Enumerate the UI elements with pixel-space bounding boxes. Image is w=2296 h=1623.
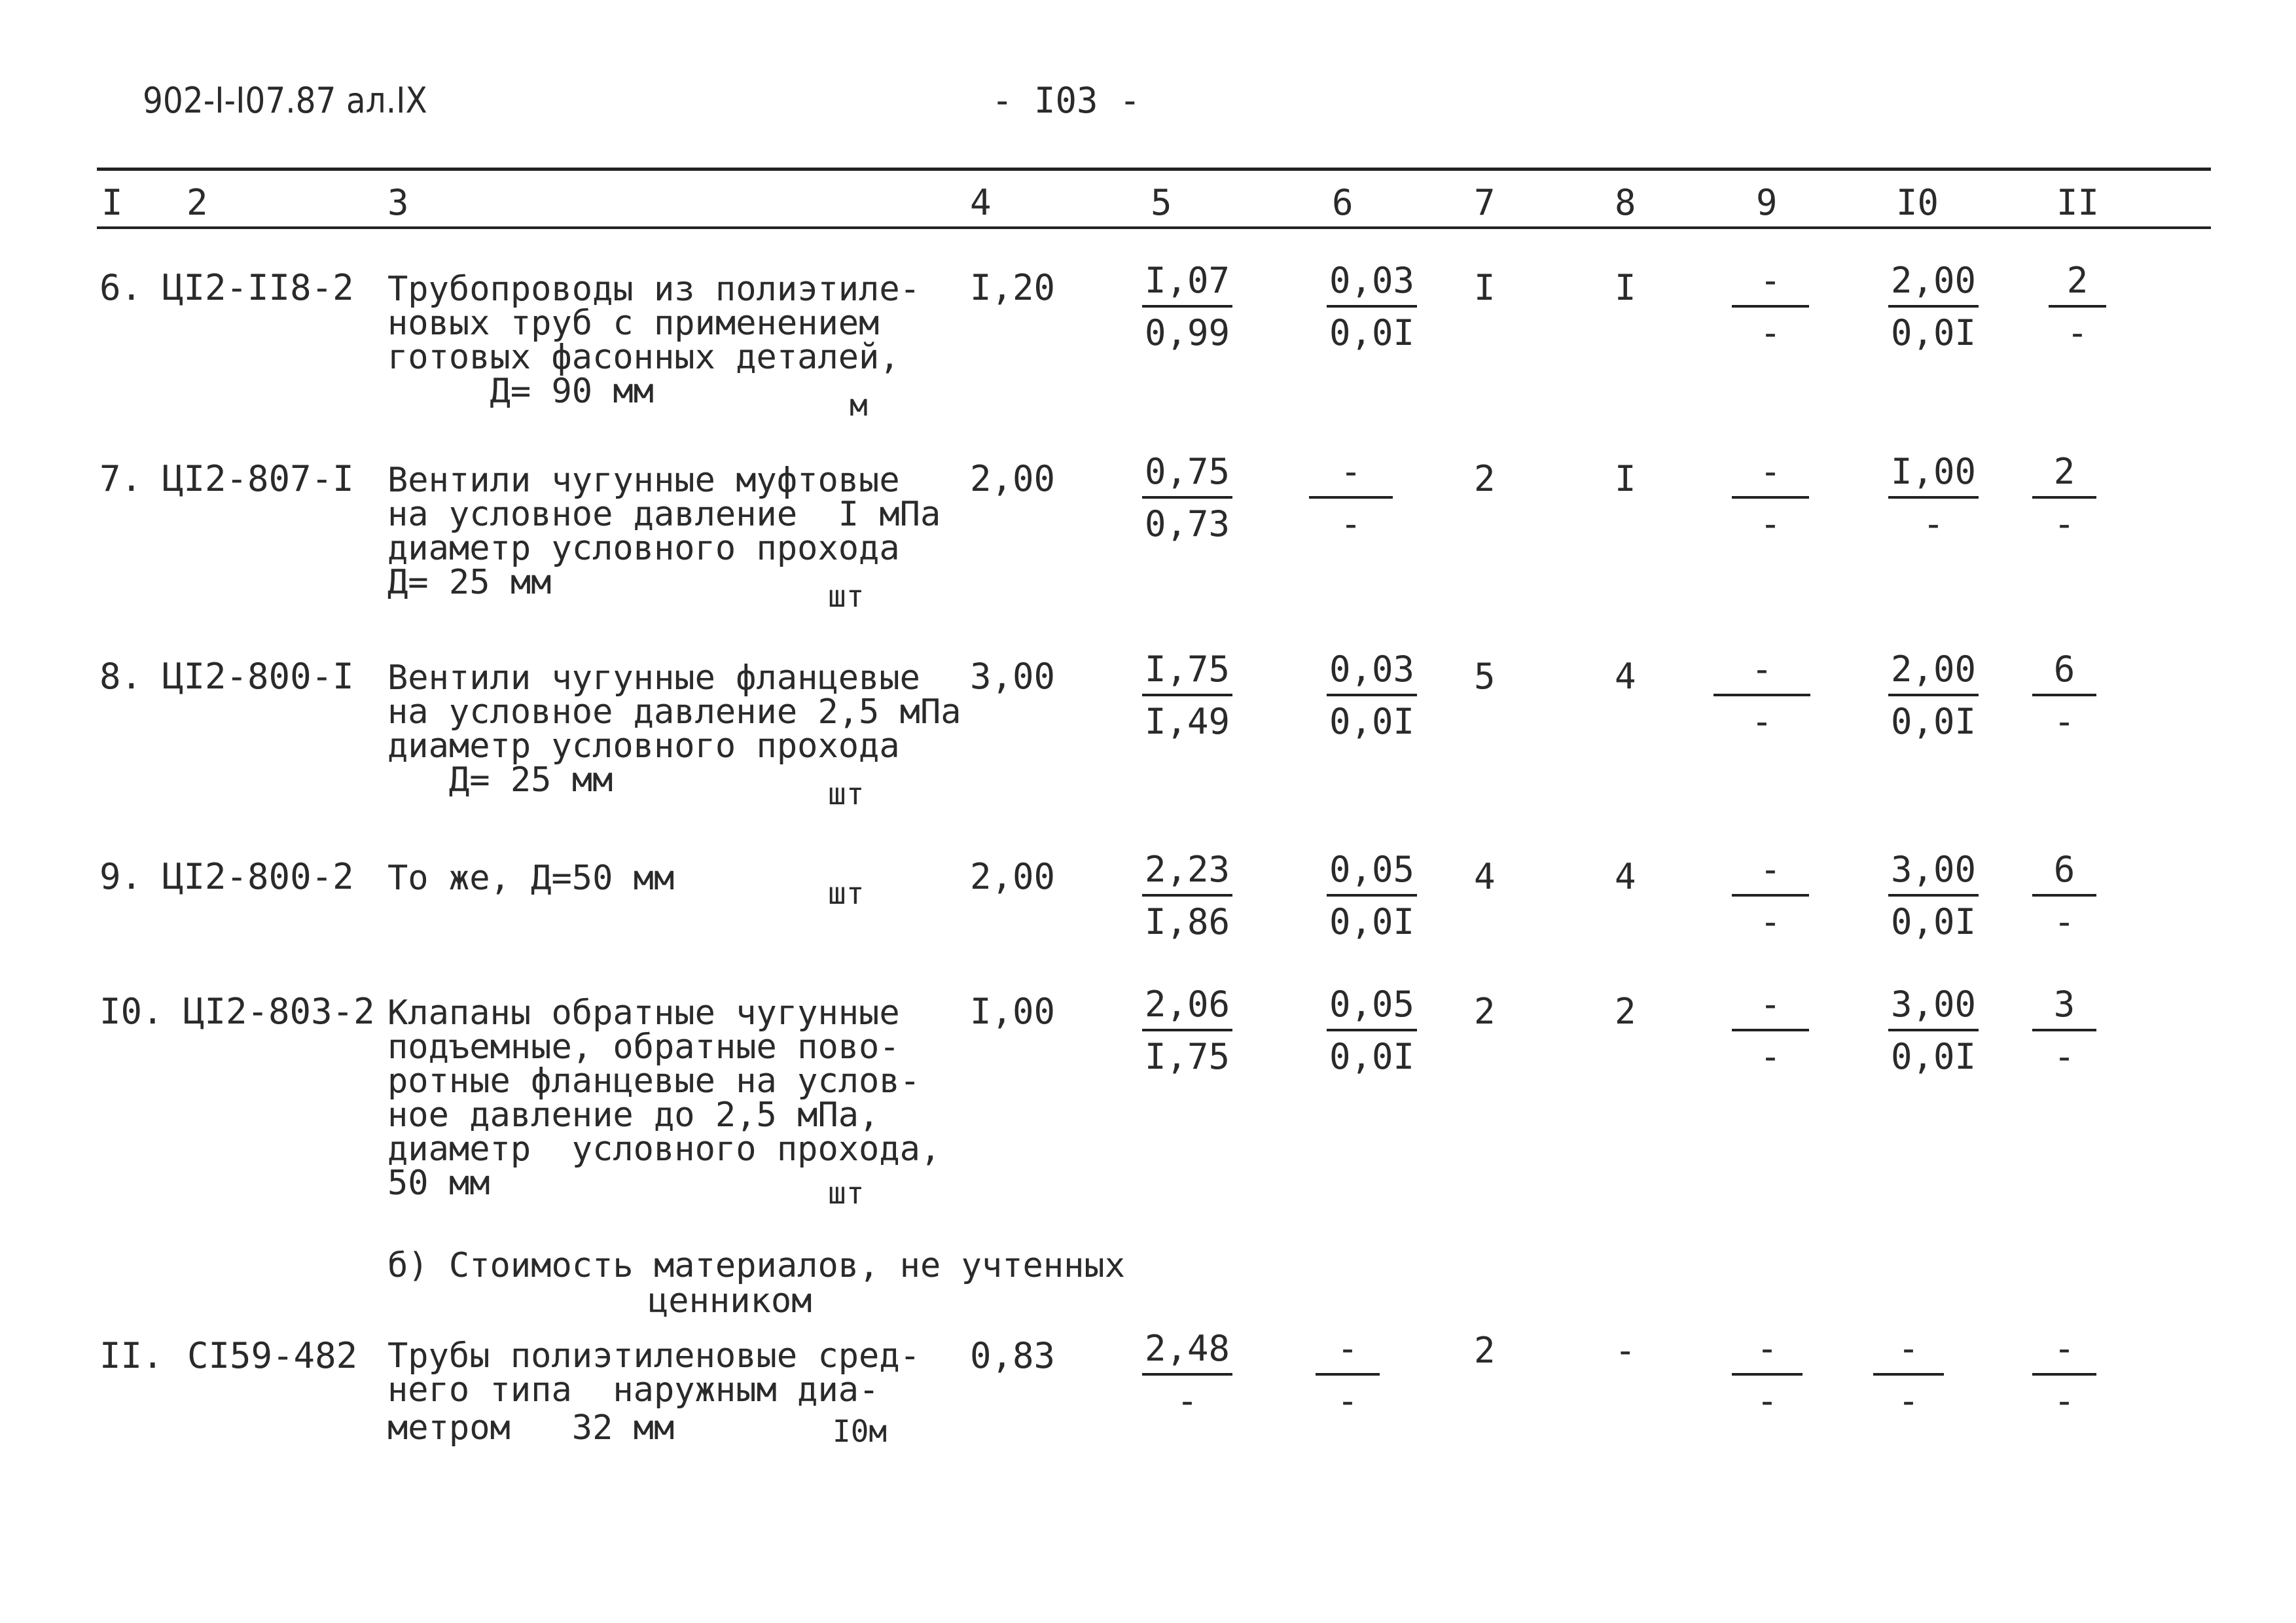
row-description: Вентили чугунные муфтовые на условное давление I мПа диаметр условного прохода Д= 25 мм [387,461,941,602]
row-col5: $\frac{2,23}{I,86}$ [1142,849,1232,942]
row-col10: - - [1873,1329,1944,1421]
row-col5: $\frac{0,75}{0,73}$ [1142,452,1232,544]
row-unit: I0м [833,1414,888,1449]
row-col8: - [1615,1330,1636,1371]
row-col7: 5 [1474,656,1496,697]
row-description: Трубопроводы из полиэтиле- новых труб с применением готовых фасонных деталей, Д= 90 мм [387,270,920,411]
column-header-8: 8 [1615,182,1636,223]
row-col11: - - [2032,1329,2096,1421]
row-unit: м [850,387,868,423]
row-col4: 0,83 [970,1335,1056,1376]
table-top-rule [97,168,2211,171]
column-header-5: 5 [1151,182,1172,223]
row-col5: 2,48 - [1142,1329,1232,1421]
column-header-6: 6 [1332,182,1354,223]
row-description: Трубы полиэтиленовые сред- него типа наружным диа- метром 32 мм [387,1336,920,1448]
row-col9: - - [1732,260,1809,353]
row-code: ЦI2-II8-2 [162,267,354,308]
row-col5: $\frac{I,07}{0,99}$ [1142,260,1232,353]
row-col7: 2 [1474,991,1496,1032]
row-col9: - - [1732,849,1809,942]
row-col4: 2,00 [970,856,1056,897]
row-col10: $\frac{3,00}{0,0I}$ [1888,849,1979,942]
row-unit: шт [828,1175,865,1211]
row-col5: $\frac{I,75}{I,49}$ [1142,649,1232,742]
column-header-10: I0 [1896,182,1939,223]
section-heading: б) Стоимость материалов, не учтенных [387,1246,1126,1285]
row-number: 9. [99,856,143,897]
row-col11: 6 - [2032,849,2096,942]
row-col5: $\frac{2,06}{I,75}$ [1142,984,1232,1077]
row-number: 8. [99,656,143,697]
row-col6: $\frac{0,05}{0,0I}$ [1327,984,1417,1077]
column-header-3: 3 [387,182,409,223]
row-description: То же, Д=50 мм [387,859,675,898]
row-col8: 4 [1615,656,1636,697]
column-header-9: 9 [1756,182,1778,223]
row-col8: I [1615,458,1636,499]
column-header-2: 2 [187,182,208,223]
row-col4: I,20 [970,267,1056,308]
row-col8: 2 [1615,991,1636,1032]
row-col9: - - [1732,1329,1803,1421]
document-code: 902-I-I07.87 ал.IX [143,80,427,121]
row-code: CI59-482 [187,1335,358,1376]
row-col7: 2 [1474,1330,1496,1371]
row-col6: $\frac{0,03}{0,0I}$ [1327,260,1417,353]
row-col9: - - [1732,452,1809,544]
row-col11: 2 - [2049,260,2106,353]
table-header-rule [97,226,2211,229]
row-col11: 6 - [2032,649,2096,742]
column-header-4: 4 [970,182,992,223]
row-col6: - - [1309,452,1393,544]
row-col9: - - [1732,984,1809,1077]
row-description: Вентили чугунные фланцевые на условное давление 2,5 мПа диаметр условного прохода Д= 25 мм [387,658,961,800]
row-col4: 2,00 [970,458,1056,499]
row-number: 7. [99,458,143,499]
row-col4: I,00 [970,991,1056,1032]
row-col6: $\frac{0,05}{0,0I}$ [1327,849,1417,942]
row-number: 6. [99,267,143,308]
row-unit: шт [828,579,865,614]
row-col9: - - [1713,649,1810,742]
row-code: ЦI2-800-2 [162,856,354,897]
row-code: ЦI2-807-I [162,458,354,499]
row-code: ЦI2-800-I [162,656,354,697]
row-col11: 2 - [2032,452,2096,544]
row-col11: 3 - [2032,984,2096,1077]
row-col4: 3,00 [970,656,1056,697]
row-col6: - - [1316,1329,1380,1421]
row-col8: 4 [1615,856,1636,897]
row-number: I0. [99,991,164,1032]
row-col7: 4 [1474,856,1496,897]
row-col10: $\frac{2,00}{0,0I}$ [1888,260,1979,353]
row-col10: $\frac{3,00}{0,0I}$ [1888,984,1979,1077]
row-unit: шт [828,876,865,911]
row-col7: 2 [1474,458,1496,499]
row-col10: $\frac{2,00}{0,0I}$ [1888,649,1979,742]
section-heading-continued: ценником [648,1281,812,1321]
row-col6: $\frac{0,03}{0,0I}$ [1327,649,1417,742]
row-col7: I [1474,267,1496,308]
page-number: - I03 - [992,80,1141,121]
row-number: II. [99,1335,164,1376]
row-description: Клапаны обратные чугунные подъемные, обратные пово- ротные фланцевые на услов- ное давление до 2,5 мПа, диаметр условного прохода, 50 мм [387,993,941,1203]
row-code: ЦI2-803-2 [183,991,375,1032]
column-header-11: II [2056,182,2100,223]
column-header-1: I [101,182,123,223]
row-col10: I,00 - [1888,452,1979,544]
row-unit: шт [828,776,865,812]
column-header-7: 7 [1474,182,1496,223]
row-col8: I [1615,267,1636,308]
